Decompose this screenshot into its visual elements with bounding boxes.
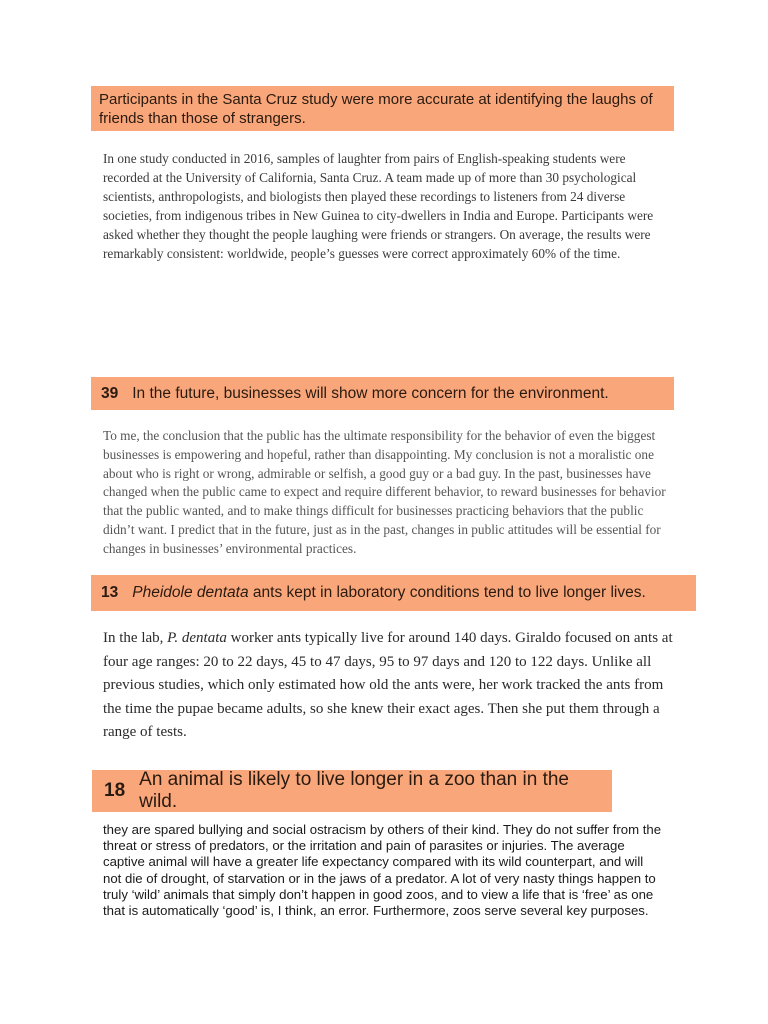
claim-heading-text: In the future, businesses will show more concern for the environment. [132,384,609,402]
passage-ants-intro: In the lab, [103,630,168,646]
claim-heading-text: Participants in the Santa Cruz study were more accurate at identifying the laughs of friends than those of strangers. [99,90,653,127]
passage-ants-rest: worker ants typically live for around 140 days. Giraldo focused on ants at four age ranges: 20 to 22 days, 45 to 47 days, 95 to 97 days and 120 to 122 days. Unlike all previous studies, which only estimated how old the ants were, her work tracked the ants from the time the pupae became adults, so she knew their exact ages. Then she put them through a range of tests. [103,630,673,740]
passage-businesses: To me, the conclusion that the public has the ultimate responsibility for the behavior of even the biggest businesses is empowering and hopeful, rather than disappointing. My conclusion is not a moralistic one about who is right or wrong, admirable or selfish, a good guy or a bad guy. In the past, businesses have changed when the public came to expect and require different behavior, to reward businesses for behavior that the public wanted, and to make things difficult for businesses practicing behaviors that the public didn’t want. I predict that in the future, just as in the past, changes in public attitudes will be essential for changes in businesses’ environmental practices. [103,428,666,556]
species-abbrev-italic: P. dentata [167,630,227,646]
passage-zoo: they are spared bullying and social ostracism by others of their kind. They do not suffer from the threat or stress of predators, or the irritation and pain of parasites or injuries. The average captive animal will have a greater life expectancy compared with its wild counterpart, and will not die of drought, of starvation or in the jaws of a predator. A lot of very nasty things happen to truly ‘wild’ animals that simply don’t happen in good zoos, and to view a life that is ‘free’ as one that is automatically ‘good’ is, I think, an error. Furthermore, zoos serve several key purposes. [103,822,662,919]
passage-ants [103,627,673,745]
claim-number: 39 [101,384,119,402]
passage-santa-cruz: In one study conducted in 2016, samples of laughter from pairs of English-speaking students were recorded at the University of California, Santa Cruz. A team made up of more than 30 psychological scientists, anthropologists, and biologists then played these recordings to listeners from 24 diverse societies, from indigenous tribes in New Guinea to city-dwellers in India and Europe. Participants were asked whether they thought the people laughing were friends or strangers. On average, the results were remarkably consistent: worldwide, people’s guesses were correct approximately 60% of the time. [103,151,654,261]
claim-heading-ants [91,575,696,611]
species-name-italic: Pheidole dentata [132,584,249,601]
claim-heading-text: An animal is likely to live longer in a zoo than in the wild. [139,769,569,812]
claim-heading-rest: ants kept in laboratory conditions tend to live longer lives. [248,584,646,601]
claim-number: 18 [104,780,126,801]
claim-heading-text [132,584,646,602]
claim-number: 13 [101,584,119,601]
claim-heading-zoo [92,770,612,812]
claim-heading-businesses [91,377,674,410]
claim-heading-santa-cruz [91,86,674,131]
